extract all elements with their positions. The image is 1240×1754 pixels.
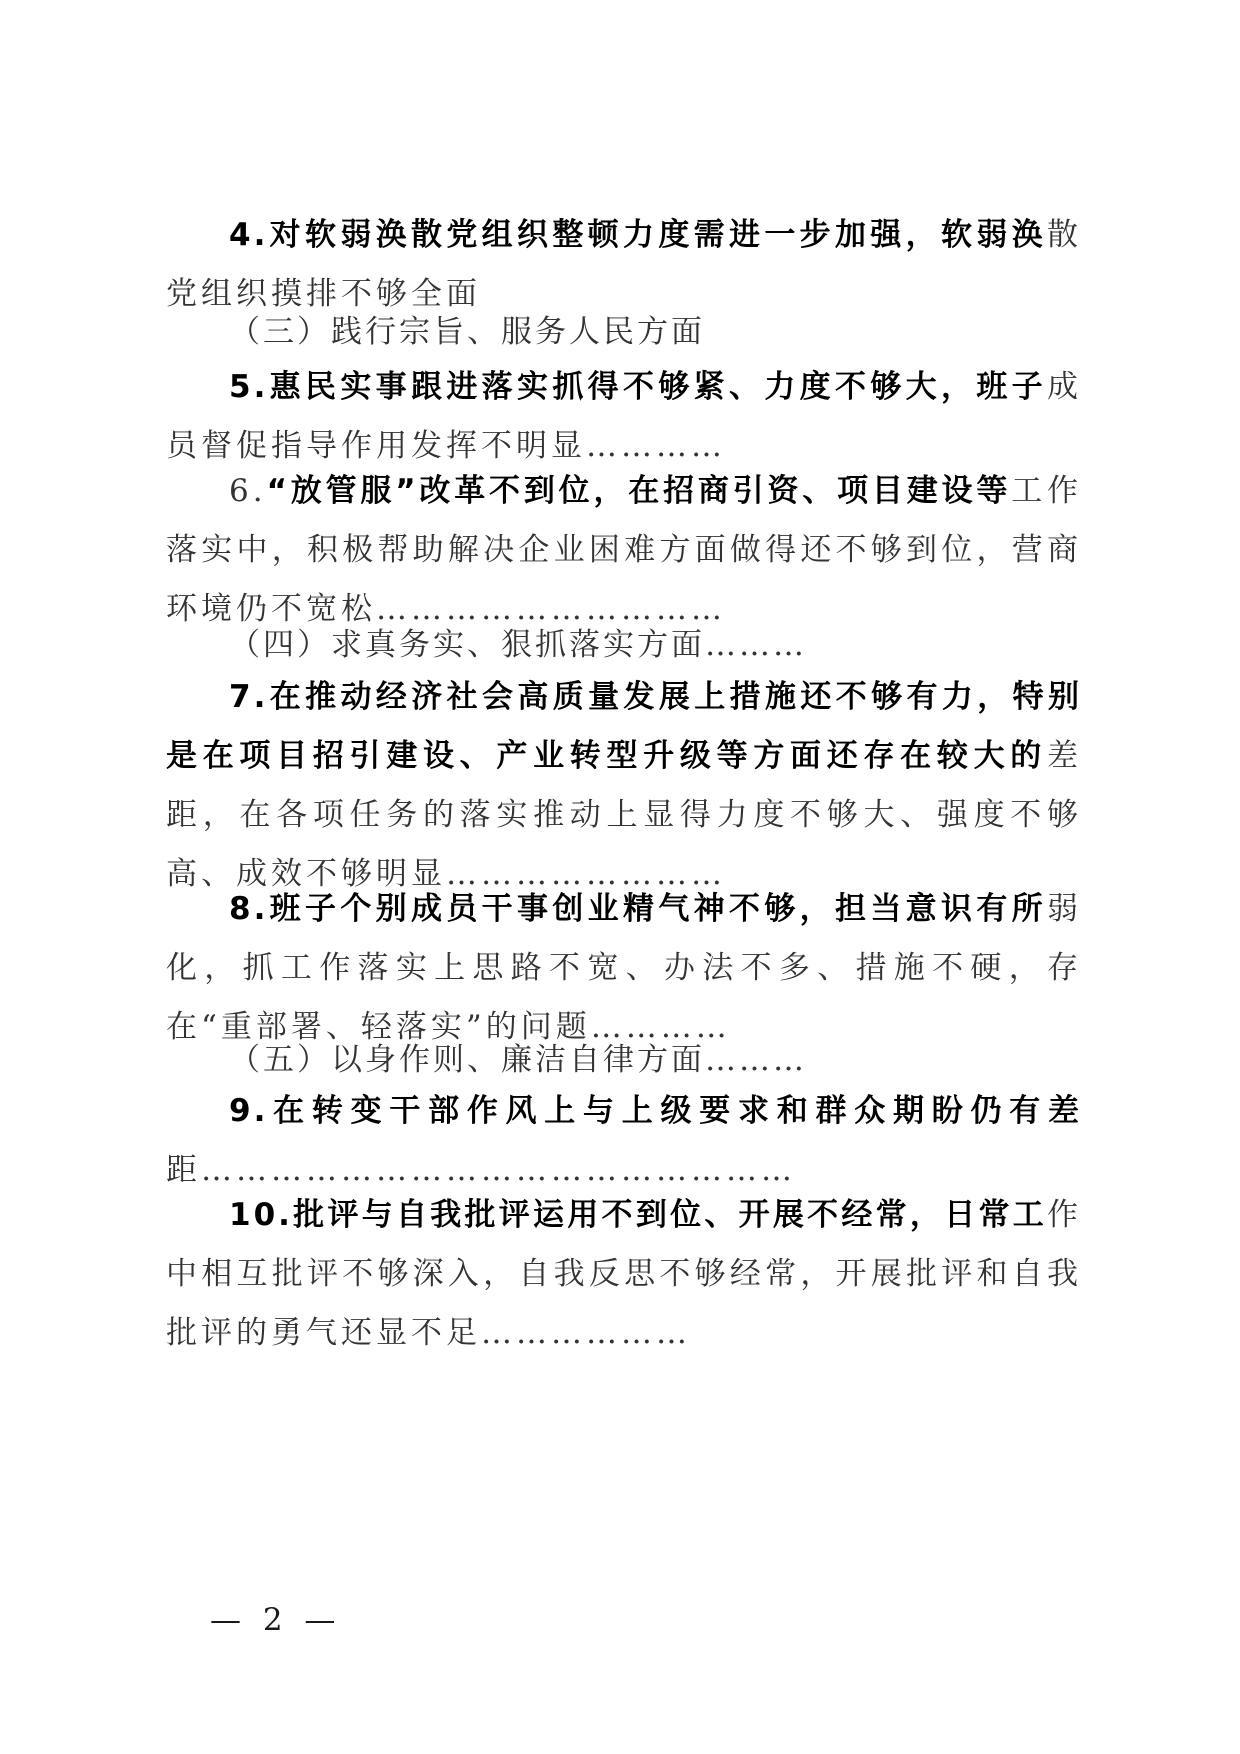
item-7-text: 差距，在各项任务的落实推动上显得力度不够大、强度不够高、成效不够明显…………………… <box>166 738 1082 892</box>
section-3-heading: （三）践行宗旨、服务人民方面 <box>229 314 705 350</box>
item-6 <box>166 462 1082 639</box>
item-9-text: 距…………………………………………… <box>166 1152 796 1188</box>
section-5-heading: （五）以身作则、廉洁自律方面……… <box>229 1042 807 1078</box>
item-5-bold: 5.惠民实事跟进落实抓得不够紧、力度不够大，班子 <box>229 369 1047 405</box>
page-number: — 2 — <box>210 1602 342 1638</box>
item-10 <box>166 1186 1082 1363</box>
item-8-text: 弱化，抓工作落实上思路不宽、办法不多、措施不硬，存在“重部署、轻落实”的问题………… <box>166 891 1082 1045</box>
item-10-text: 作中相互批评不够深入，自我反思不够经常，开展批评和自我批评的勇气还显不足……………… <box>166 1197 1082 1351</box>
item-10-bold: 10.批评与自我批评运用不到位、开展不经常，日常工 <box>229 1197 1047 1233</box>
section-4-heading: （四）求真务实、狠抓落实方面……… <box>229 627 807 663</box>
item-5-text: 成员督促指导作用发挥不明显………… <box>166 369 1082 464</box>
item-6-text: 工作落实中，积极帮助解决企业困难方面做得还不够到位，营商环境仍不宽松………………………… <box>166 473 1082 627</box>
item-9-bold: 9.在转变干部作风上与上级要求和群众期盼仍有差 <box>229 1093 1082 1129</box>
item-5 <box>166 358 1082 476</box>
item-9 <box>166 1082 1082 1200</box>
item-4-bold: 4.对软弱涣散党组织整顿力度需进一步加强，软弱涣 <box>229 217 1047 253</box>
item-6-bold: “放管服”改革不到位，在招商引资、项目建设等 <box>266 473 1012 509</box>
item-7 <box>166 668 1082 904</box>
item-6-prefix: 6. <box>229 473 267 509</box>
item-8-bold: 8.班子个别成员干事创业精气神不够，担当意识有所 <box>229 891 1047 927</box>
item-4-text: 散党组织摸排不够全面 <box>166 217 1082 312</box>
item-7-bold: 7.在推动经济社会高质量发展上措施还不够有力，特别是在项目招引建设、产业转型升级等方面还存在较大的 <box>166 679 1082 774</box>
